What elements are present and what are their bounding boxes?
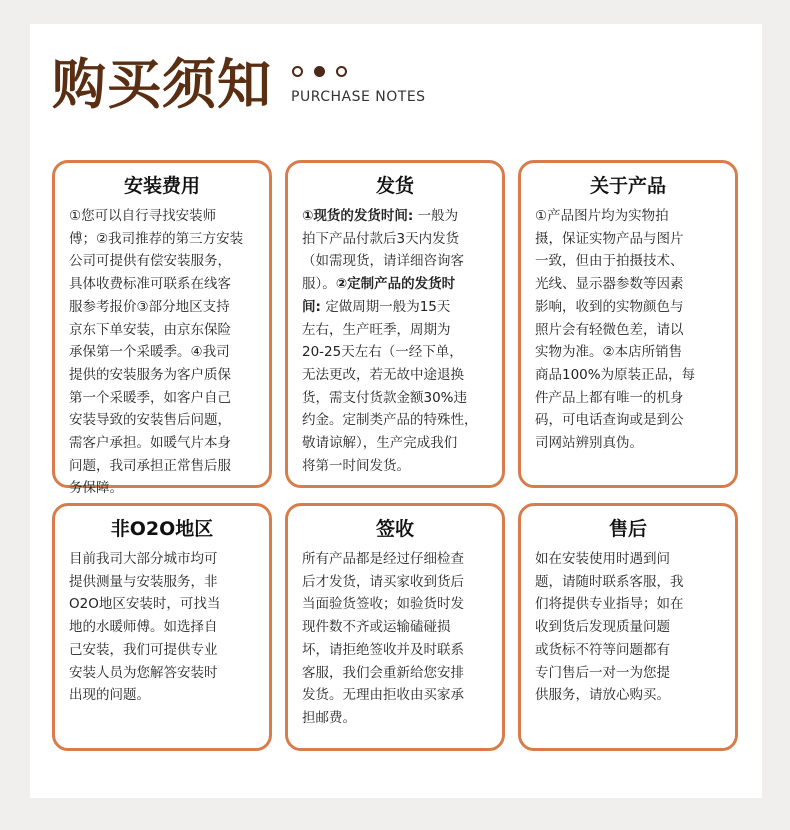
card-body: ①您可以自行寻找安装师 傅；②我司推荐的第三方安装 公司可提供有偿安装服务， 具体收费标准可联系在线客 服参考报价③部分地区支持 京东下单安装，由京东保险 承保第一个采暖季。④我司 提供的安装服务为客户质保 第一个采暖季，如客户自己 安装导致的安装售后问题， 需客户承担。如暖气片本身 问题，我司承担正常售后服 务保障。	[69, 208, 244, 497]
dot-filled-icon	[314, 66, 325, 77]
card-installation-fee	[52, 160, 272, 497]
card-title: 安装费用	[123, 175, 200, 197]
shipping-stock-label: ①现货的发货时间:	[302, 208, 414, 224]
card-signing	[285, 503, 505, 751]
card-title: 发货	[375, 175, 414, 197]
page-title: 购买须知	[52, 53, 272, 116]
card-body	[302, 205, 488, 477]
card-non-o2o-area	[52, 503, 272, 751]
shipping-custom-text: 定做周期一般为15天 左右，生产旺季，周期为 20-25天左右（一经下单， 无法更改，若无故中途退换 货，需支付货款金额30%违 约金。定制类产品的特殊性， 敬请谅解），生产完成我们 将第一时间发货。	[302, 298, 478, 474]
card-title: 非O2O地区	[110, 518, 214, 540]
page-subtitle: PURCHASE NOTES	[291, 89, 426, 105]
shipping-stock-text: 一般为 拍下产品付款后3天内发货 （如需现货，请详细咨询客 服）。	[302, 208, 464, 293]
decorative-dots	[292, 66, 352, 80]
dot-outline-icon	[336, 66, 347, 77]
card-title: 签收	[375, 518, 414, 540]
shipping-custom-label: ②定制产品的发货时 间:	[302, 276, 456, 315]
card-title: 售后	[608, 518, 647, 540]
card-body: 所有产品都是经过仔细检查 后才发货，请买家收到货后 当面验货签收；如验货时发 现件数不齐或运输磕碰损 坏，请拒绝签收并及时联系 客服，我们会重新给您安排 发货。无理由拒收由买家承 担邮费。	[302, 551, 464, 726]
card-after-sales	[518, 503, 738, 751]
dot-outline-icon	[292, 66, 303, 77]
card-body: ①产品图片均为实物拍 摄，保证实物产品与图片 一致，但由于拍摄技术、 光线、显示器参数等因素 影响，收到的实物颜色与 照片会有轻微色差，请以 实物为准。②本店所销售 商品100%为原装正品，每 件产品上都有唯一的机身 码，可电话查询或是到公 司网站辨别真伪。	[535, 208, 696, 452]
card-title: 关于产品	[589, 175, 666, 197]
card-about-product	[518, 160, 738, 488]
card-shipping	[285, 160, 505, 488]
card-body: 目前我司大部分城市均可 提供测量与安装服务，非 O2O地区安装时，可找当 地的水暖师傅。如选择自 己安装，我们可提供专业 安装人员为您解答安装时 出现的问题。	[69, 551, 221, 704]
card-body: 如在安装使用时遇到问 题，请随时联系客服，我 们将提供专业指导；如在 收到货后发现质量问题 或货标不符等问题都有 专门售后一对一为您提 供服务，请放心购买。	[535, 551, 684, 704]
